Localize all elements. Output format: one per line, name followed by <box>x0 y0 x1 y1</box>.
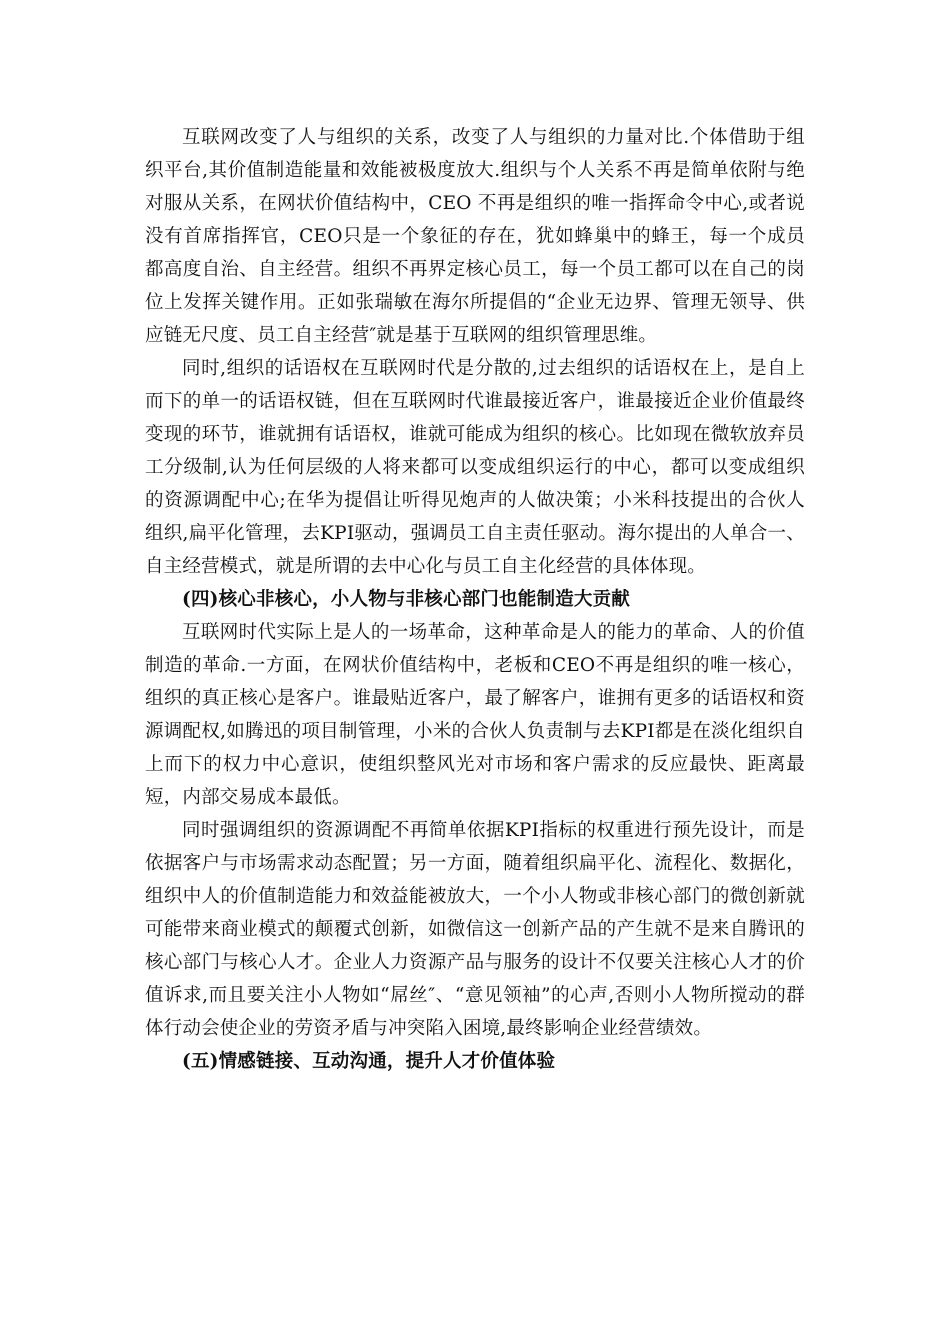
body-paragraph: 互联网时代实际上是人的一场革命，这种革命是人的能力的革命、人的价值制造的革命.一方面，在网状价值结构中，老板和CEO不再是组织的唯一核心，组织的真正核心是客户。谁最贴近客户，最了解客户，谁拥有更多的话语权和资源调配权,如腾迅的项目制管理，小米的合伙人负责制与去KPI都是在淡化组织自上而下的权力中心意识，使组织整风光对市场和客户需求的反应最快、距离最短，内部交易成本最低。 <box>145 622 805 808</box>
body-paragraph: 同时,组织的话语权在互联网时代是分散的,过去组织的话语权在上，是自上而下的单一的话语权链，但在互联网时代谁最接近客户，谁最接近企业价值最终变现的环节，谁就拥有话语权，谁就可能成为组织的核心。比如现在微软放弃员工分级制,认为任何层级的人将来都可以变成组织运行的中心，都可以变成组织的资源调配中心;在华为提倡让听得见炮声的人做决策；小米科技提出的合伙人组织,扁平化管理，去KPI驱动，强调员工自主责任驱动。海尔提出的人单合一、自主经营模式，就是所谓的去中心化与员工自主化经营的具体体现。 <box>145 358 805 577</box>
section-heading: (五)情感链接、互动沟通，提升人才价值体验 <box>182 1051 556 1072</box>
body-paragraph: 同时强调组织的资源调配不再简单依据KPI指标的权重进行预先设计，而是依据客户与市场需求动态配置；另一方面，随着组织扁平化、流程化、数据化，组织中人的价值制造能力和效益能被放大，一个小人物或非核心部门的微创新就可能带来商业模式的颠覆式创新，如微信这一创新产品的产生就不是来自腾讯的核心部门与核心人才。企业人力资源产品与服务的设计不仅要关注核心人才的价值诉求,而且要关注小人物如“屌丝″、“意见领袖”的心声,否则小人物所搅动的群体行动会使企业的劳资矛盾与冲突陷入困境,最终影响企业经营绩效。 <box>145 820 805 1039</box>
document-page <box>145 121 805 1078</box>
body-paragraph: 互联网改变了人与组织的关系，改变了人与组织的力量对比.个体借助于组织平台,其价值制造能量和效能被极度放大.组织与个人关系不再是简单依附与绝对服从关系，在网状价值结构中，CEO 不再是组织的唯一指挥命令中心,或者说没有首席指挥官，CEO只是一个象征的存在，犹如蜂巢中的蜂王，每一个成员都高度自治、自主经营。组织不再界定核心员工，每一个员工都可以在自己的岗位上发挥关键作用。正如张瑞敏在海尔所提倡的“企业无边界、管理无领导、供应链无尺度、员工自主经营″就是基于互联网的组织管理思维。 <box>145 127 805 346</box>
section-heading: (四)核心非核心，小人物与非核心部门也能制造大贡献 <box>182 589 631 610</box>
